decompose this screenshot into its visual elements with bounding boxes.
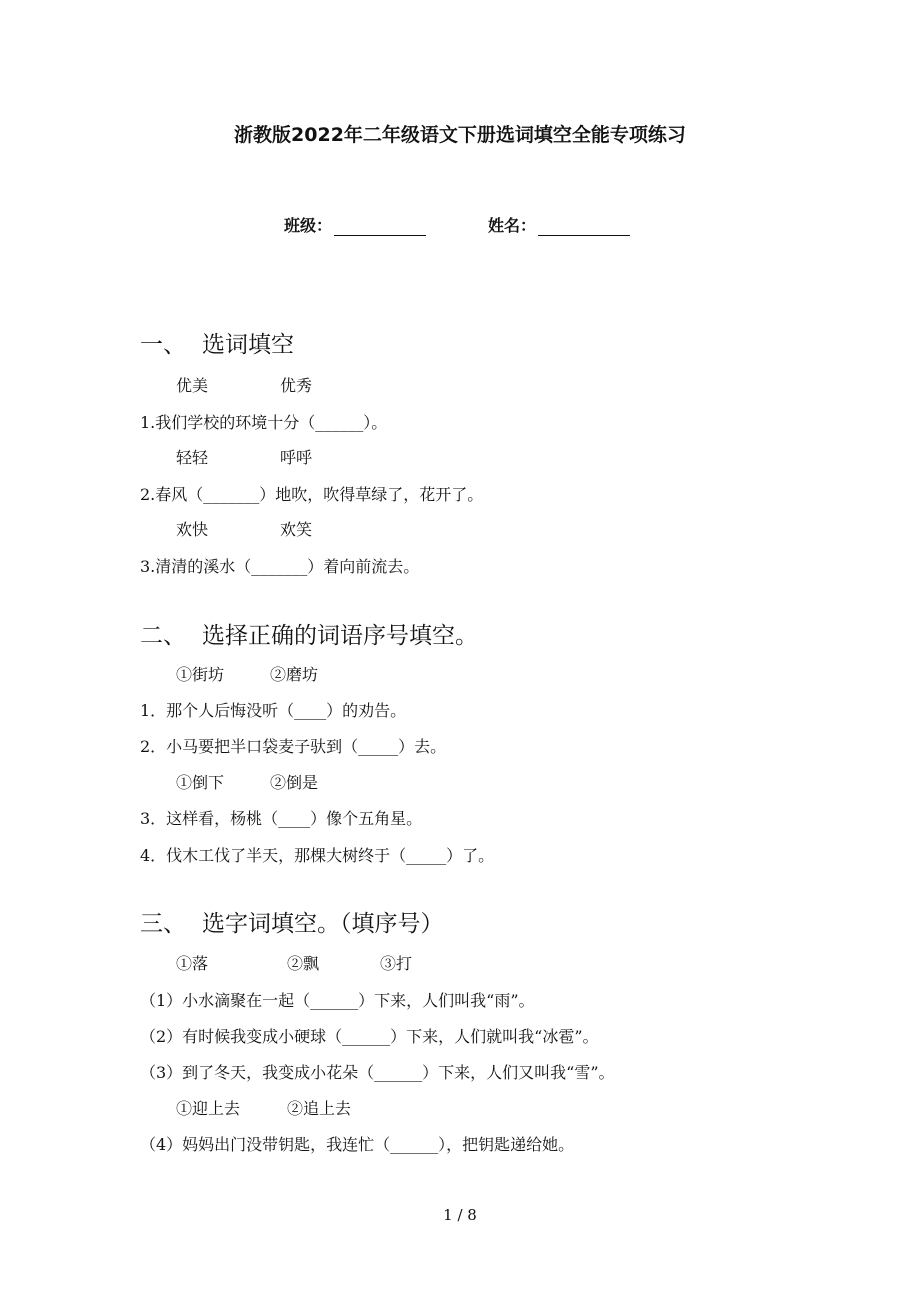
word-choices <box>176 1096 351 1119</box>
choice-word: ①街坊 <box>176 665 225 684</box>
choice-word: ②倒是 <box>270 773 319 792</box>
question-line: 3．这样看，杨桃（____）像个五角星。 <box>140 809 423 828</box>
choice-word: ①落 <box>176 954 209 973</box>
class-label: 班级： <box>284 216 333 235</box>
choice-word: ③打 <box>380 954 413 973</box>
section-2-number: 二、 <box>140 623 186 649</box>
question-line: （4）妈妈出门没带钥匙，我连忙（______），把钥匙递给她。 <box>140 1135 575 1154</box>
choice-word: 欢快 <box>176 520 209 539</box>
question-line: 4．伐木工伐了半天，那棵大树终于（_____）了。 <box>140 846 495 865</box>
section-2-title: 选择正确的词语序号填空。 <box>202 623 478 649</box>
question-line: 2.春风（_______）地吹，吹得草绿了，花开了。 <box>140 485 484 504</box>
choice-word: ①迎上去 <box>176 1099 241 1118</box>
section-3-heading <box>140 905 444 938</box>
question-line: 1.我们学校的环境十分（______）。 <box>140 413 388 432</box>
word-choices <box>176 770 318 793</box>
question-line: （2）有时候我变成小硬球（______）下来，人们就叫我“冰雹”。 <box>140 1027 599 1046</box>
section-2-heading <box>140 617 478 650</box>
choice-word: 呼呼 <box>280 448 313 467</box>
class-blank <box>334 219 426 236</box>
word-choices <box>176 445 312 468</box>
section-1-title: 选词填空 <box>202 332 294 358</box>
question-line: （1）小水滴聚在一起（______）下来，人们叫我“雨”。 <box>140 991 535 1010</box>
choice-word: 优秀 <box>280 376 313 395</box>
word-choices <box>176 951 412 974</box>
name-label: 姓名： <box>488 216 537 235</box>
section-1-heading <box>140 326 294 359</box>
class-field <box>284 213 426 236</box>
question-line: 1．那个人后悔没听（____）的劝告。 <box>140 701 407 720</box>
question-line: 2．小马要把半口袋麦子驮到（_____）去。 <box>140 737 447 756</box>
choice-word: 优美 <box>176 376 209 395</box>
name-field <box>488 213 630 236</box>
choice-word: 欢笑 <box>280 520 313 539</box>
document-title: 浙教版2022年二年级语文下册选词填空全能专项练习 <box>234 124 686 146</box>
section-3-title: 选字词填空。（填序号） <box>202 911 444 937</box>
section-1-number: 一、 <box>140 332 186 358</box>
word-choices <box>176 373 312 396</box>
choice-word: ②飘 <box>287 954 320 973</box>
name-blank <box>538 219 630 236</box>
question-line: 3.清清的溪水（_______）着向前流去。 <box>140 557 420 576</box>
choice-word: 轻轻 <box>176 448 209 467</box>
word-choices <box>176 517 312 540</box>
question-line: （3）到了冬天，我变成小花朵（______）下来，人们又叫我“雪”。 <box>140 1063 615 1082</box>
page-number: 1 / 8 <box>443 1206 477 1224</box>
choice-word: ②追上去 <box>287 1099 352 1118</box>
choice-word: ①倒下 <box>176 773 225 792</box>
word-choices <box>176 662 318 685</box>
section-3-number: 三、 <box>140 911 186 937</box>
choice-word: ②磨坊 <box>270 665 319 684</box>
